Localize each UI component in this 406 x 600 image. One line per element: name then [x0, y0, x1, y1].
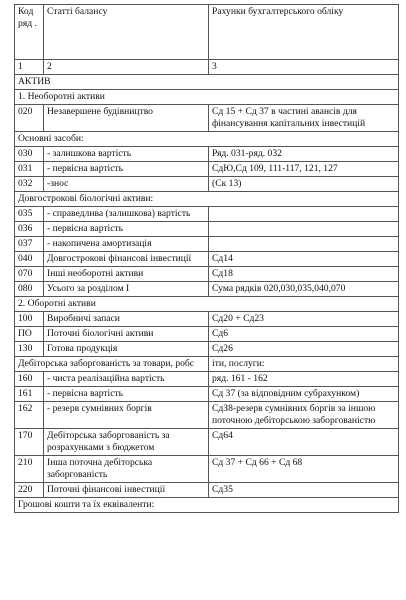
- row-accounts: Сд 37 + Сд 66 + Сд 68: [209, 455, 399, 482]
- section-title: Грошові кошти та їх еквіваленти:: [15, 497, 399, 512]
- section-row: [15, 191, 399, 206]
- row-accounts: Сд14: [209, 251, 399, 266]
- table-row: [15, 236, 399, 251]
- table-row: [15, 386, 399, 401]
- row-accounts: Сд6: [209, 326, 399, 341]
- section-row: [15, 74, 399, 89]
- table-row: [15, 176, 399, 191]
- column-number: 2: [44, 60, 209, 75]
- row-item: Інша поточна дебіторська заборгованість: [44, 455, 209, 482]
- row-code: 080: [15, 281, 44, 296]
- column-number: 3: [209, 60, 399, 75]
- row-accounts: [209, 206, 399, 221]
- row-accounts: Сд 15 + Сд 37 в частині авансів для фінансування капітальних інвестицій: [209, 104, 399, 131]
- row-accounts: СдЗ8-резерв сумнівних боргів за іншою поточною дебіторською заборгованістю: [209, 401, 399, 428]
- row-code: 040: [15, 251, 44, 266]
- section-row: [15, 296, 399, 311]
- row-item: Незавершене будівництво: [44, 104, 209, 131]
- section-title: 2. Оборотні активи: [15, 296, 399, 311]
- header-code: Код ряд .: [15, 5, 44, 60]
- table-row: [15, 311, 399, 326]
- column-number: 1: [15, 60, 44, 75]
- row-accounts: Сд 37 (за відповідним субрахунком): [209, 386, 399, 401]
- row-item: Довгострокові фінансові інвестиції: [44, 251, 209, 266]
- row-item: Інші необоротні активи: [44, 266, 209, 281]
- section-title-right: іти, послуги:: [209, 356, 399, 371]
- row-item: - залишкова вартість: [44, 146, 209, 161]
- section-row: [15, 497, 399, 512]
- table-row: [15, 206, 399, 221]
- row-code: 030: [15, 146, 44, 161]
- section-title: АКТИВ: [15, 74, 399, 89]
- row-code: 160: [15, 371, 44, 386]
- row-code: 170: [15, 428, 44, 455]
- table-row: [15, 482, 399, 497]
- table-row: [15, 146, 399, 161]
- row-item: Готова продукція: [44, 341, 209, 356]
- row-item: Виробничі запаси: [44, 311, 209, 326]
- row-item: Дебіторська заборгованість за розрахунками з бюджетом: [44, 428, 209, 455]
- section-row: [15, 131, 399, 146]
- section-title: 1. Необоротні активи: [15, 89, 399, 104]
- row-accounts: Сд26: [209, 341, 399, 356]
- row-item: - резерв сумнівних боргів: [44, 401, 209, 428]
- section-title: Основні засоби:: [15, 131, 399, 146]
- row-code: 220: [15, 482, 44, 497]
- row-code: 070: [15, 266, 44, 281]
- row-item: Поточні фінансові інвестиції: [44, 482, 209, 497]
- table-row: [15, 221, 399, 236]
- row-code: 032: [15, 176, 44, 191]
- row-item: -знос: [44, 176, 209, 191]
- table-row: [15, 251, 399, 266]
- row-item: - первісна вартість: [44, 161, 209, 176]
- section-title-left: Дебіторська заборгованість за товари, робс: [15, 356, 209, 371]
- row-code: ПО: [15, 326, 44, 341]
- row-accounts: Сд20 + Сд23: [209, 311, 399, 326]
- row-code: 037: [15, 236, 44, 251]
- table-row: [15, 104, 399, 131]
- balance-table: [14, 4, 399, 513]
- column-number-row: [15, 60, 399, 75]
- row-item: - чиста реалізаційна вартість: [44, 371, 209, 386]
- header-items: Статті балансу: [44, 5, 209, 60]
- header-accounts: Рахунки бухгалтерського обліку: [209, 5, 399, 60]
- table-row: [15, 455, 399, 482]
- row-accounts: Сума рядків 020,030,035,040,070: [209, 281, 399, 296]
- row-accounts: Ряд. 031-ряд. 032: [209, 146, 399, 161]
- table-row: [15, 371, 399, 386]
- row-code: 130: [15, 341, 44, 356]
- row-code: 100: [15, 311, 44, 326]
- table-row: [15, 401, 399, 428]
- row-accounts: ряд. 161 - 162: [209, 371, 399, 386]
- row-accounts: Сд35: [209, 482, 399, 497]
- row-accounts: Сд64: [209, 428, 399, 455]
- row-code: 210: [15, 455, 44, 482]
- row-code: 031: [15, 161, 44, 176]
- row-item: - первісна вартість: [44, 221, 209, 236]
- split-section-row: [15, 356, 399, 371]
- row-item: - накопичена амортизація: [44, 236, 209, 251]
- row-item: Усього за розділом І: [44, 281, 209, 296]
- row-code: 020: [15, 104, 44, 131]
- table-row: [15, 266, 399, 281]
- row-code: 036: [15, 221, 44, 236]
- row-code: 161: [15, 386, 44, 401]
- row-item: - справедлива (залишкова) вартість: [44, 206, 209, 221]
- table-row: [15, 161, 399, 176]
- section-title: Довгострокові біологічні активи:: [15, 191, 399, 206]
- table-row: [15, 326, 399, 341]
- row-accounts: [209, 236, 399, 251]
- row-item: Поточні біологічні активи: [44, 326, 209, 341]
- row-accounts: СдЮ,Сд 109, 111-117, 121, 127: [209, 161, 399, 176]
- header-row: [15, 5, 399, 60]
- section-row: [15, 89, 399, 104]
- row-accounts: [209, 221, 399, 236]
- row-accounts: Сд18: [209, 266, 399, 281]
- table-row: [15, 281, 399, 296]
- row-item: - первісна вартість: [44, 386, 209, 401]
- row-accounts: (Ск 13): [209, 176, 399, 191]
- row-code: 162: [15, 401, 44, 428]
- table-row: [15, 341, 399, 356]
- row-code: 035: [15, 206, 44, 221]
- table-row: [15, 428, 399, 455]
